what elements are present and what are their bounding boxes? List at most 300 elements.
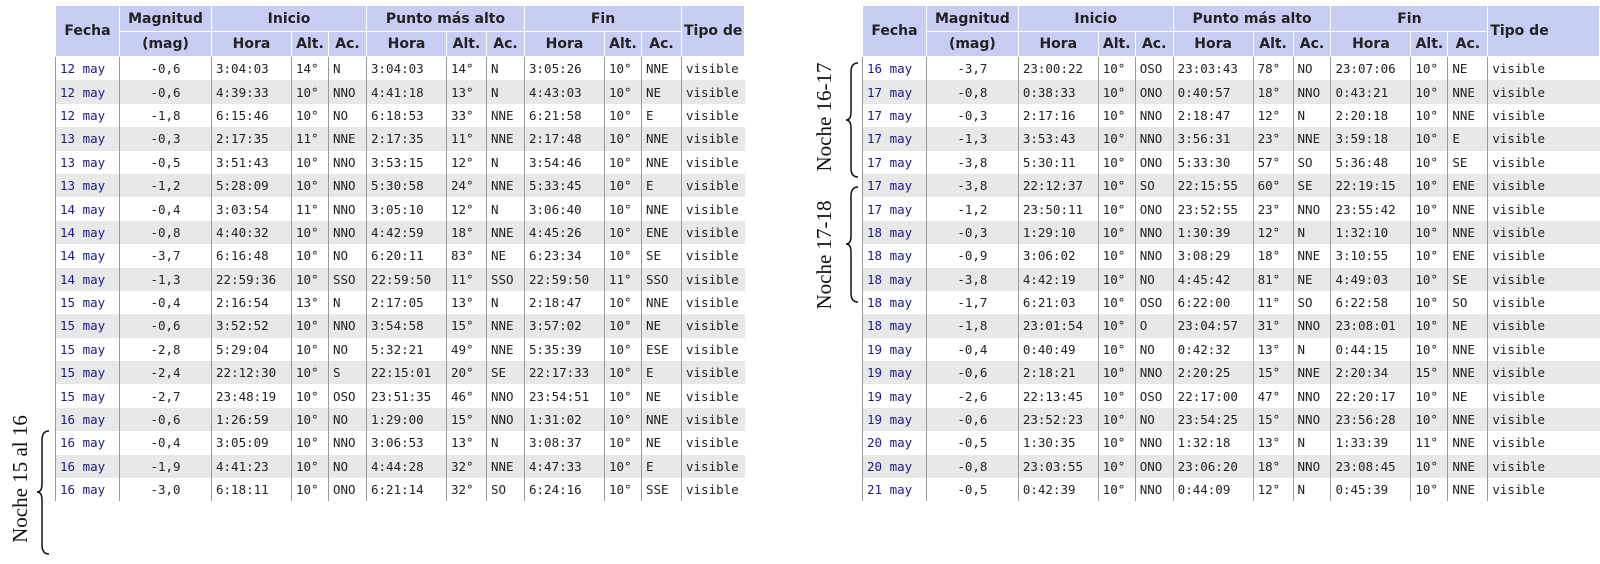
header-tipo[interactable]: Tipo de — [682, 6, 745, 57]
table-row[interactable] — [863, 291, 1600, 314]
header-fin-ac[interactable]: Ac. — [642, 32, 682, 57]
cell-alto-ac: NNO — [1293, 197, 1331, 220]
cell-inicio-alt: 13° — [292, 291, 329, 314]
cell-alto-ac: N — [487, 80, 525, 103]
cell-fecha[interactable]: 13 may — [56, 174, 120, 197]
table-row[interactable] — [863, 268, 1600, 291]
cell-inicio-hora: 22:12:37 — [1018, 174, 1098, 197]
cell-fecha[interactable]: 15 may — [56, 338, 120, 361]
cell-fecha[interactable]: 15 may — [56, 291, 120, 314]
cell-fecha[interactable]: 14 may — [56, 221, 120, 244]
cell-alto-hora: 6:21:14 — [367, 478, 447, 501]
cell-inicio-ac: NO — [1135, 338, 1173, 361]
cell-inicio-ac: N — [329, 291, 367, 314]
cell-alto-hora: 0:42:32 — [1173, 338, 1253, 361]
table-row[interactable] — [863, 221, 1600, 244]
cell-fecha[interactable]: 17 may — [863, 197, 927, 220]
cell-inicio-alt: 10° — [292, 384, 329, 407]
cell-fecha[interactable]: 21 may — [863, 478, 927, 501]
table-row[interactable] — [56, 338, 745, 361]
cell-alto-ac: NNO — [1293, 384, 1331, 407]
cell-fin-ac: NNE — [1448, 197, 1488, 220]
header-alto-hora[interactable]: Hora — [1173, 32, 1253, 57]
cell-alto-alt: 18° — [1253, 80, 1293, 103]
cell-inicio-hora: 4:41:23 — [212, 455, 292, 478]
cell-inicio-alt: 10° — [1098, 268, 1135, 291]
cell-tipo: visible — [682, 151, 745, 174]
cell-fin-ac: NE — [642, 314, 682, 337]
header-inicio-alt[interactable]: Alt. — [1098, 32, 1135, 57]
cell-alto-alt: 15° — [1253, 361, 1293, 384]
cell-inicio-hora: 4:40:32 — [212, 221, 292, 244]
cell-fecha[interactable]: 17 may — [863, 80, 927, 103]
cell-magnitud: -0,5 — [926, 478, 1018, 501]
cell-fecha[interactable]: 14 may — [56, 244, 120, 267]
cell-fin-alt: 10° — [605, 221, 642, 244]
cell-inicio-hora: 0:38:33 — [1018, 80, 1098, 103]
cell-alto-hora: 4:45:42 — [1173, 268, 1253, 291]
table-row[interactable] — [56, 314, 745, 337]
cell-tipo: visible — [682, 174, 745, 197]
cell-fin-alt: 10° — [605, 455, 642, 478]
cell-alto-hora: 22:17:00 — [1173, 384, 1253, 407]
cell-alto-alt: 20° — [447, 361, 487, 384]
cell-alto-alt: 47° — [1253, 384, 1293, 407]
table-row[interactable] — [863, 104, 1600, 127]
cell-alto-alt: 57° — [1253, 151, 1293, 174]
cell-inicio-ac: SSO — [329, 268, 367, 291]
cell-alto-ac: SE — [487, 361, 525, 384]
header-inicio-ac[interactable]: Ac. — [1135, 32, 1173, 57]
cell-alto-alt: 33° — [447, 104, 487, 127]
cell-magnitud: -3,7 — [120, 244, 212, 267]
cell-tipo: visible — [1488, 361, 1600, 384]
cell-fin-alt: 10° — [605, 197, 642, 220]
cell-inicio-hora: 5:28:09 — [212, 174, 292, 197]
cell-inicio-hora: 23:48:19 — [212, 384, 292, 407]
cell-inicio-ac: NO — [329, 408, 367, 431]
cell-fin-alt: 11° — [1411, 431, 1448, 454]
cell-inicio-alt: 10° — [1098, 221, 1135, 244]
cell-fin-hora: 6:23:34 — [525, 244, 605, 267]
cell-magnitud: -0,6 — [926, 361, 1018, 384]
cell-inicio-hora: 0:42:39 — [1018, 478, 1098, 501]
table-row[interactable] — [56, 127, 745, 150]
cell-fecha[interactable]: 19 may — [863, 338, 927, 361]
cell-inicio-alt: 10° — [1098, 197, 1135, 220]
cell-magnitud: -0,3 — [120, 127, 212, 150]
cell-alto-ac: NNO — [487, 408, 525, 431]
header-alto-ac[interactable]: Ac. — [487, 32, 525, 57]
cell-inicio-ac: NNO — [329, 80, 367, 103]
cell-magnitud: -1,8 — [120, 104, 212, 127]
cell-tipo: visible — [1488, 244, 1600, 267]
cell-magnitud: -0,6 — [120, 314, 212, 337]
header-alto-hora[interactable]: Hora — [367, 32, 447, 57]
cell-inicio-hora: 3:06:02 — [1018, 244, 1098, 267]
cell-alto-hora: 6:20:11 — [367, 244, 447, 267]
cell-tipo: visible — [682, 478, 745, 501]
cell-inicio-hora: 2:17:16 — [1018, 104, 1098, 127]
cell-alto-alt: 18° — [447, 221, 487, 244]
cell-inicio-hora: 2:16:54 — [212, 291, 292, 314]
cell-inicio-alt: 10° — [292, 80, 329, 103]
cell-fin-hora: 1:32:10 — [1331, 221, 1411, 244]
cell-fecha[interactable]: 12 may — [56, 57, 120, 81]
cell-inicio-ac: NO — [329, 338, 367, 361]
cell-magnitud: -0,4 — [120, 431, 212, 454]
table-row[interactable] — [56, 104, 745, 127]
cell-fin-hora: 4:45:26 — [525, 221, 605, 244]
cell-tipo: visible — [1488, 197, 1600, 220]
cell-inicio-hora: 23:52:23 — [1018, 408, 1098, 431]
cell-fin-ac: ENE — [642, 221, 682, 244]
cell-alto-hora: 4:41:18 — [367, 80, 447, 103]
annotation-noche-17-18: Noche 17-18 — [812, 200, 836, 310]
cell-alto-ac: N — [1293, 478, 1331, 501]
cell-fecha[interactable]: 16 may — [56, 408, 120, 431]
header-punto-mas-alto: Punto más alto — [1173, 6, 1331, 32]
table-row[interactable] — [863, 80, 1600, 103]
cell-fecha[interactable]: 17 may — [863, 174, 927, 197]
cell-alto-ac: N — [487, 291, 525, 314]
cell-alto-ac: NNE — [487, 127, 525, 150]
cell-inicio-alt: 10° — [1098, 384, 1135, 407]
cell-magnitud: -0,6 — [926, 408, 1018, 431]
table-row[interactable] — [56, 57, 745, 81]
cell-alto-hora: 5:33:30 — [1173, 151, 1253, 174]
cell-fecha[interactable]: 16 may — [56, 478, 120, 501]
cell-fin-alt: 10° — [1411, 268, 1448, 291]
cell-inicio-alt: 10° — [292, 244, 329, 267]
cell-fin-ac: SO — [1448, 291, 1488, 314]
cell-fecha[interactable]: 13 may — [56, 127, 120, 150]
cell-fecha[interactable]: 14 may — [56, 268, 120, 291]
cell-inicio-alt: 10° — [1098, 431, 1135, 454]
cell-fin-ac: E — [642, 455, 682, 478]
cell-alto-alt: 13° — [1253, 338, 1293, 361]
cell-inicio-hora: 3:04:03 — [212, 57, 292, 81]
cell-alto-hora: 0:40:57 — [1173, 80, 1253, 103]
table-row[interactable] — [863, 384, 1600, 407]
cell-fin-ac: NNE — [1448, 80, 1488, 103]
cell-inicio-alt: 10° — [1098, 338, 1135, 361]
cell-alto-alt: 13° — [447, 80, 487, 103]
table-row[interactable] — [863, 455, 1600, 478]
cell-fin-ac: NE — [642, 431, 682, 454]
cell-fin-ac: E — [642, 104, 682, 127]
cell-inicio-ac: OSO — [1135, 384, 1173, 407]
cell-alto-ac: SSO — [487, 268, 525, 291]
cell-inicio-alt: 10° — [1098, 314, 1135, 337]
cell-alto-alt: 32° — [447, 478, 487, 501]
cell-alto-alt: 12° — [1253, 478, 1293, 501]
table-row[interactable] — [863, 314, 1600, 337]
cell-alto-hora: 22:15:01 — [367, 361, 447, 384]
cell-fin-hora: 5:36:48 — [1331, 151, 1411, 174]
cell-alto-ac: NNO — [1293, 80, 1331, 103]
header-magnitud[interactable]: Magnitud — [120, 6, 212, 32]
cell-fecha[interactable]: 20 may — [863, 431, 927, 454]
cell-inicio-ac: NNE — [329, 127, 367, 150]
cell-inicio-ac: NNO — [1135, 104, 1173, 127]
cell-magnitud: -0,9 — [926, 244, 1018, 267]
cell-inicio-alt: 10° — [1098, 174, 1135, 197]
cell-fecha[interactable]: 18 may — [863, 244, 927, 267]
cell-alto-ac: N — [487, 197, 525, 220]
cell-fin-ac: ENE — [1448, 244, 1488, 267]
cell-alto-ac: NNE — [487, 338, 525, 361]
cell-fin-ac: SSO — [642, 268, 682, 291]
cell-fecha[interactable]: 19 may — [863, 384, 927, 407]
cell-alto-alt: 11° — [1253, 291, 1293, 314]
cell-inicio-hora: 23:00:22 — [1018, 57, 1098, 81]
table-row[interactable] — [56, 174, 745, 197]
cell-inicio-alt: 10° — [292, 361, 329, 384]
header-inicio-alt[interactable]: Alt. — [292, 32, 329, 57]
cell-fin-ac: E — [642, 174, 682, 197]
cell-inicio-ac: O — [1135, 314, 1173, 337]
cell-inicio-alt: 10° — [292, 314, 329, 337]
cell-fin-ac: NE — [1448, 314, 1488, 337]
table-row[interactable] — [56, 478, 745, 501]
cell-tipo: visible — [1488, 338, 1600, 361]
cell-inicio-alt: 10° — [292, 151, 329, 174]
cell-fin-ac: SE — [642, 244, 682, 267]
cell-inicio-alt: 10° — [292, 338, 329, 361]
cell-fecha[interactable]: 15 may — [56, 361, 120, 384]
header-magnitud[interactable]: Magnitud — [926, 6, 1018, 32]
cell-fin-hora: 5:33:45 — [525, 174, 605, 197]
header-alto-alt[interactable]: Alt. — [447, 32, 487, 57]
table-row[interactable] — [863, 151, 1600, 174]
cell-fecha[interactable]: 19 may — [863, 361, 927, 384]
cell-alto-ac: N — [1293, 104, 1331, 127]
cell-fin-ac: NNE — [1448, 455, 1488, 478]
table-row[interactable] — [863, 244, 1600, 267]
cell-alto-alt: 12° — [447, 151, 487, 174]
cell-fin-alt: 10° — [605, 291, 642, 314]
cell-fin-alt: 10° — [605, 478, 642, 501]
cell-alto-hora: 1:30:39 — [1173, 221, 1253, 244]
header-punto-mas-alto: Punto más alto — [367, 6, 525, 32]
cell-tipo: visible — [1488, 104, 1600, 127]
cell-magnitud: -1,7 — [926, 291, 1018, 314]
header-mag-unit: (mag) — [120, 32, 212, 57]
cell-alto-alt: 14° — [447, 57, 487, 81]
cell-fecha[interactable]: 16 may — [56, 455, 120, 478]
cell-magnitud: -0,4 — [120, 291, 212, 314]
cell-alto-ac: SO — [1293, 151, 1331, 174]
cell-fecha[interactable]: 13 may — [56, 151, 120, 174]
cell-inicio-alt: 10° — [1098, 408, 1135, 431]
cell-alto-hora: 4:42:59 — [367, 221, 447, 244]
table-row[interactable] — [863, 338, 1600, 361]
cell-alto-ac: NE — [1293, 268, 1331, 291]
table-row[interactable] — [56, 384, 745, 407]
cell-inicio-hora: 3:51:43 — [212, 151, 292, 174]
cell-fin-ac: NNE — [642, 197, 682, 220]
table-row[interactable] — [56, 361, 745, 384]
cell-magnitud: -0,4 — [926, 338, 1018, 361]
cell-fecha[interactable]: 20 may — [863, 455, 927, 478]
cell-magnitud: -2,6 — [926, 384, 1018, 407]
cell-alto-alt: 32° — [447, 455, 487, 478]
header-alto-ac[interactable]: Ac. — [1293, 32, 1331, 57]
cell-alto-ac: NO — [1293, 57, 1331, 81]
cell-inicio-ac: OSO — [1135, 291, 1173, 314]
annotation-noche-16-17: Noche 16-17 — [812, 62, 836, 172]
table-row[interactable] — [863, 361, 1600, 384]
cell-tipo: visible — [1488, 221, 1600, 244]
cell-fecha[interactable]: 12 may — [56, 80, 120, 103]
cell-alto-alt: 11° — [447, 268, 487, 291]
cell-magnitud: -2,4 — [120, 361, 212, 384]
cell-inicio-alt: 10° — [292, 455, 329, 478]
cell-fecha[interactable]: 15 may — [56, 384, 120, 407]
header-fin-hora[interactable]: Hora — [1331, 32, 1411, 57]
table-row[interactable] — [863, 127, 1600, 150]
cell-alto-hora: 5:30:58 — [367, 174, 447, 197]
cell-magnitud: -3,0 — [120, 478, 212, 501]
cell-fin-alt: 10° — [1411, 104, 1448, 127]
table-row[interactable] — [863, 408, 1600, 431]
cell-fin-ac: NNE — [1448, 338, 1488, 361]
header-inicio-hora[interactable]: Hora — [212, 32, 292, 57]
table-row[interactable] — [863, 174, 1600, 197]
cell-alto-ac: NNE — [487, 455, 525, 478]
cell-alto-hora: 1:29:00 — [367, 408, 447, 431]
cell-inicio-alt: 10° — [1098, 244, 1135, 267]
cell-alto-hora: 2:20:25 — [1173, 361, 1253, 384]
cell-alto-ac: SE — [1293, 174, 1331, 197]
cell-tipo: visible — [1488, 455, 1600, 478]
cell-fecha[interactable]: 19 may — [863, 408, 927, 431]
cell-magnitud: -1,2 — [926, 197, 1018, 220]
table-row[interactable] — [56, 291, 745, 314]
cell-magnitud: -2,7 — [120, 384, 212, 407]
header-alto-alt[interactable]: Alt. — [1253, 32, 1293, 57]
cell-tipo: visible — [682, 104, 745, 127]
cell-fin-alt: 10° — [1411, 455, 1448, 478]
cell-fecha[interactable]: 12 may — [56, 104, 120, 127]
header-fecha[interactable]: Fecha — [863, 6, 927, 57]
cell-inicio-hora: 3:05:09 — [212, 431, 292, 454]
cell-inicio-ac: ONO — [1135, 197, 1173, 220]
cell-fecha[interactable]: 16 may — [56, 431, 120, 454]
cell-inicio-alt: 10° — [292, 104, 329, 127]
cell-tipo: visible — [682, 431, 745, 454]
cell-inicio-alt: 10° — [1098, 455, 1135, 478]
table-row[interactable] — [56, 244, 745, 267]
passes-table-left-container — [55, 5, 759, 555]
cell-inicio-hora: 6:18:11 — [212, 478, 292, 501]
cell-inicio-alt: 10° — [1098, 104, 1135, 127]
cell-fecha[interactable]: 18 may — [863, 291, 927, 314]
cell-alto-ac: NNE — [1293, 361, 1331, 384]
table-row[interactable] — [56, 455, 745, 478]
cell-fecha[interactable]: 17 may — [863, 104, 927, 127]
cell-fin-hora: 23:07:06 — [1331, 57, 1411, 81]
cell-inicio-hora: 6:15:46 — [212, 104, 292, 127]
table-row[interactable] — [56, 197, 745, 220]
header-fecha[interactable]: Fecha — [56, 6, 120, 57]
table-row[interactable] — [863, 431, 1600, 454]
table-right-body — [863, 57, 1600, 502]
cell-alto-hora: 3:04:03 — [367, 57, 447, 81]
cell-fecha[interactable]: 16 may — [863, 57, 927, 81]
header-fin-ac[interactable]: Ac. — [1448, 32, 1488, 57]
cell-fecha[interactable]: 18 may — [863, 314, 927, 337]
table-row[interactable] — [863, 478, 1600, 501]
table-row[interactable] — [56, 268, 745, 291]
cell-fecha[interactable]: 17 may — [863, 151, 927, 174]
table-row[interactable] — [863, 57, 1600, 81]
cell-inicio-alt: 10° — [292, 431, 329, 454]
cell-inicio-hora: 2:17:35 — [212, 127, 292, 150]
cell-magnitud: -0,8 — [926, 80, 1018, 103]
cell-fin-hora: 3:54:46 — [525, 151, 605, 174]
cell-fin-ac: NE — [1448, 57, 1488, 81]
cell-fecha[interactable]: 15 may — [56, 314, 120, 337]
cell-inicio-ac: OSO — [329, 384, 367, 407]
cell-alto-ac: NNE — [487, 221, 525, 244]
header-inicio-ac[interactable]: Ac. — [329, 32, 367, 57]
cell-alto-alt: 23° — [1253, 127, 1293, 150]
cell-alto-alt: 24° — [447, 174, 487, 197]
cell-tipo: visible — [1488, 57, 1600, 81]
cell-fin-hora: 0:44:15 — [1331, 338, 1411, 361]
table-row[interactable] — [863, 197, 1600, 220]
cell-fin-ac: NNE — [642, 291, 682, 314]
header-inicio-hora[interactable]: Hora — [1018, 32, 1098, 57]
cell-alto-hora: 23:06:20 — [1173, 455, 1253, 478]
cell-fin-alt: 10° — [605, 431, 642, 454]
cell-fin-ac: SE — [1448, 151, 1488, 174]
cell-fin-alt: 10° — [605, 408, 642, 431]
cell-fecha[interactable]: 17 may — [863, 127, 927, 150]
table-row[interactable] — [56, 408, 745, 431]
cell-fecha[interactable]: 18 may — [863, 268, 927, 291]
table-row[interactable] — [56, 431, 745, 454]
cell-fecha[interactable]: 18 may — [863, 221, 927, 244]
table-row[interactable] — [56, 151, 745, 174]
cell-fin-alt: 10° — [1411, 384, 1448, 407]
header-tipo[interactable]: Tipo de — [1488, 6, 1600, 57]
cell-fin-ac: ENE — [1448, 174, 1488, 197]
cell-inicio-ac: NNO — [1135, 361, 1173, 384]
cell-magnitud: -3,8 — [926, 268, 1018, 291]
cell-inicio-ac: NNO — [1135, 431, 1173, 454]
cell-alto-alt: 46° — [447, 384, 487, 407]
table-row[interactable] — [56, 221, 745, 244]
brace-noche-15-16 — [36, 430, 50, 555]
header-fin: Fin — [525, 6, 682, 32]
header-fin-alt[interactable]: Alt. — [1411, 32, 1448, 57]
cell-fin-alt: 10° — [1411, 127, 1448, 150]
cell-alto-hora: 3:05:10 — [367, 197, 447, 220]
cell-fin-hora: 23:08:01 — [1331, 314, 1411, 337]
table-row[interactable] — [56, 80, 745, 103]
cell-fin-hora: 0:43:21 — [1331, 80, 1411, 103]
cell-fin-ac: NNE — [1448, 408, 1488, 431]
cell-fecha[interactable]: 14 may — [56, 197, 120, 220]
header-fin-alt[interactable]: Alt. — [605, 32, 642, 57]
cell-tipo: visible — [682, 314, 745, 337]
cell-inicio-hora: 3:53:43 — [1018, 127, 1098, 150]
cell-fin-alt: 10° — [1411, 80, 1448, 103]
header-fin-hora[interactable]: Hora — [525, 32, 605, 57]
